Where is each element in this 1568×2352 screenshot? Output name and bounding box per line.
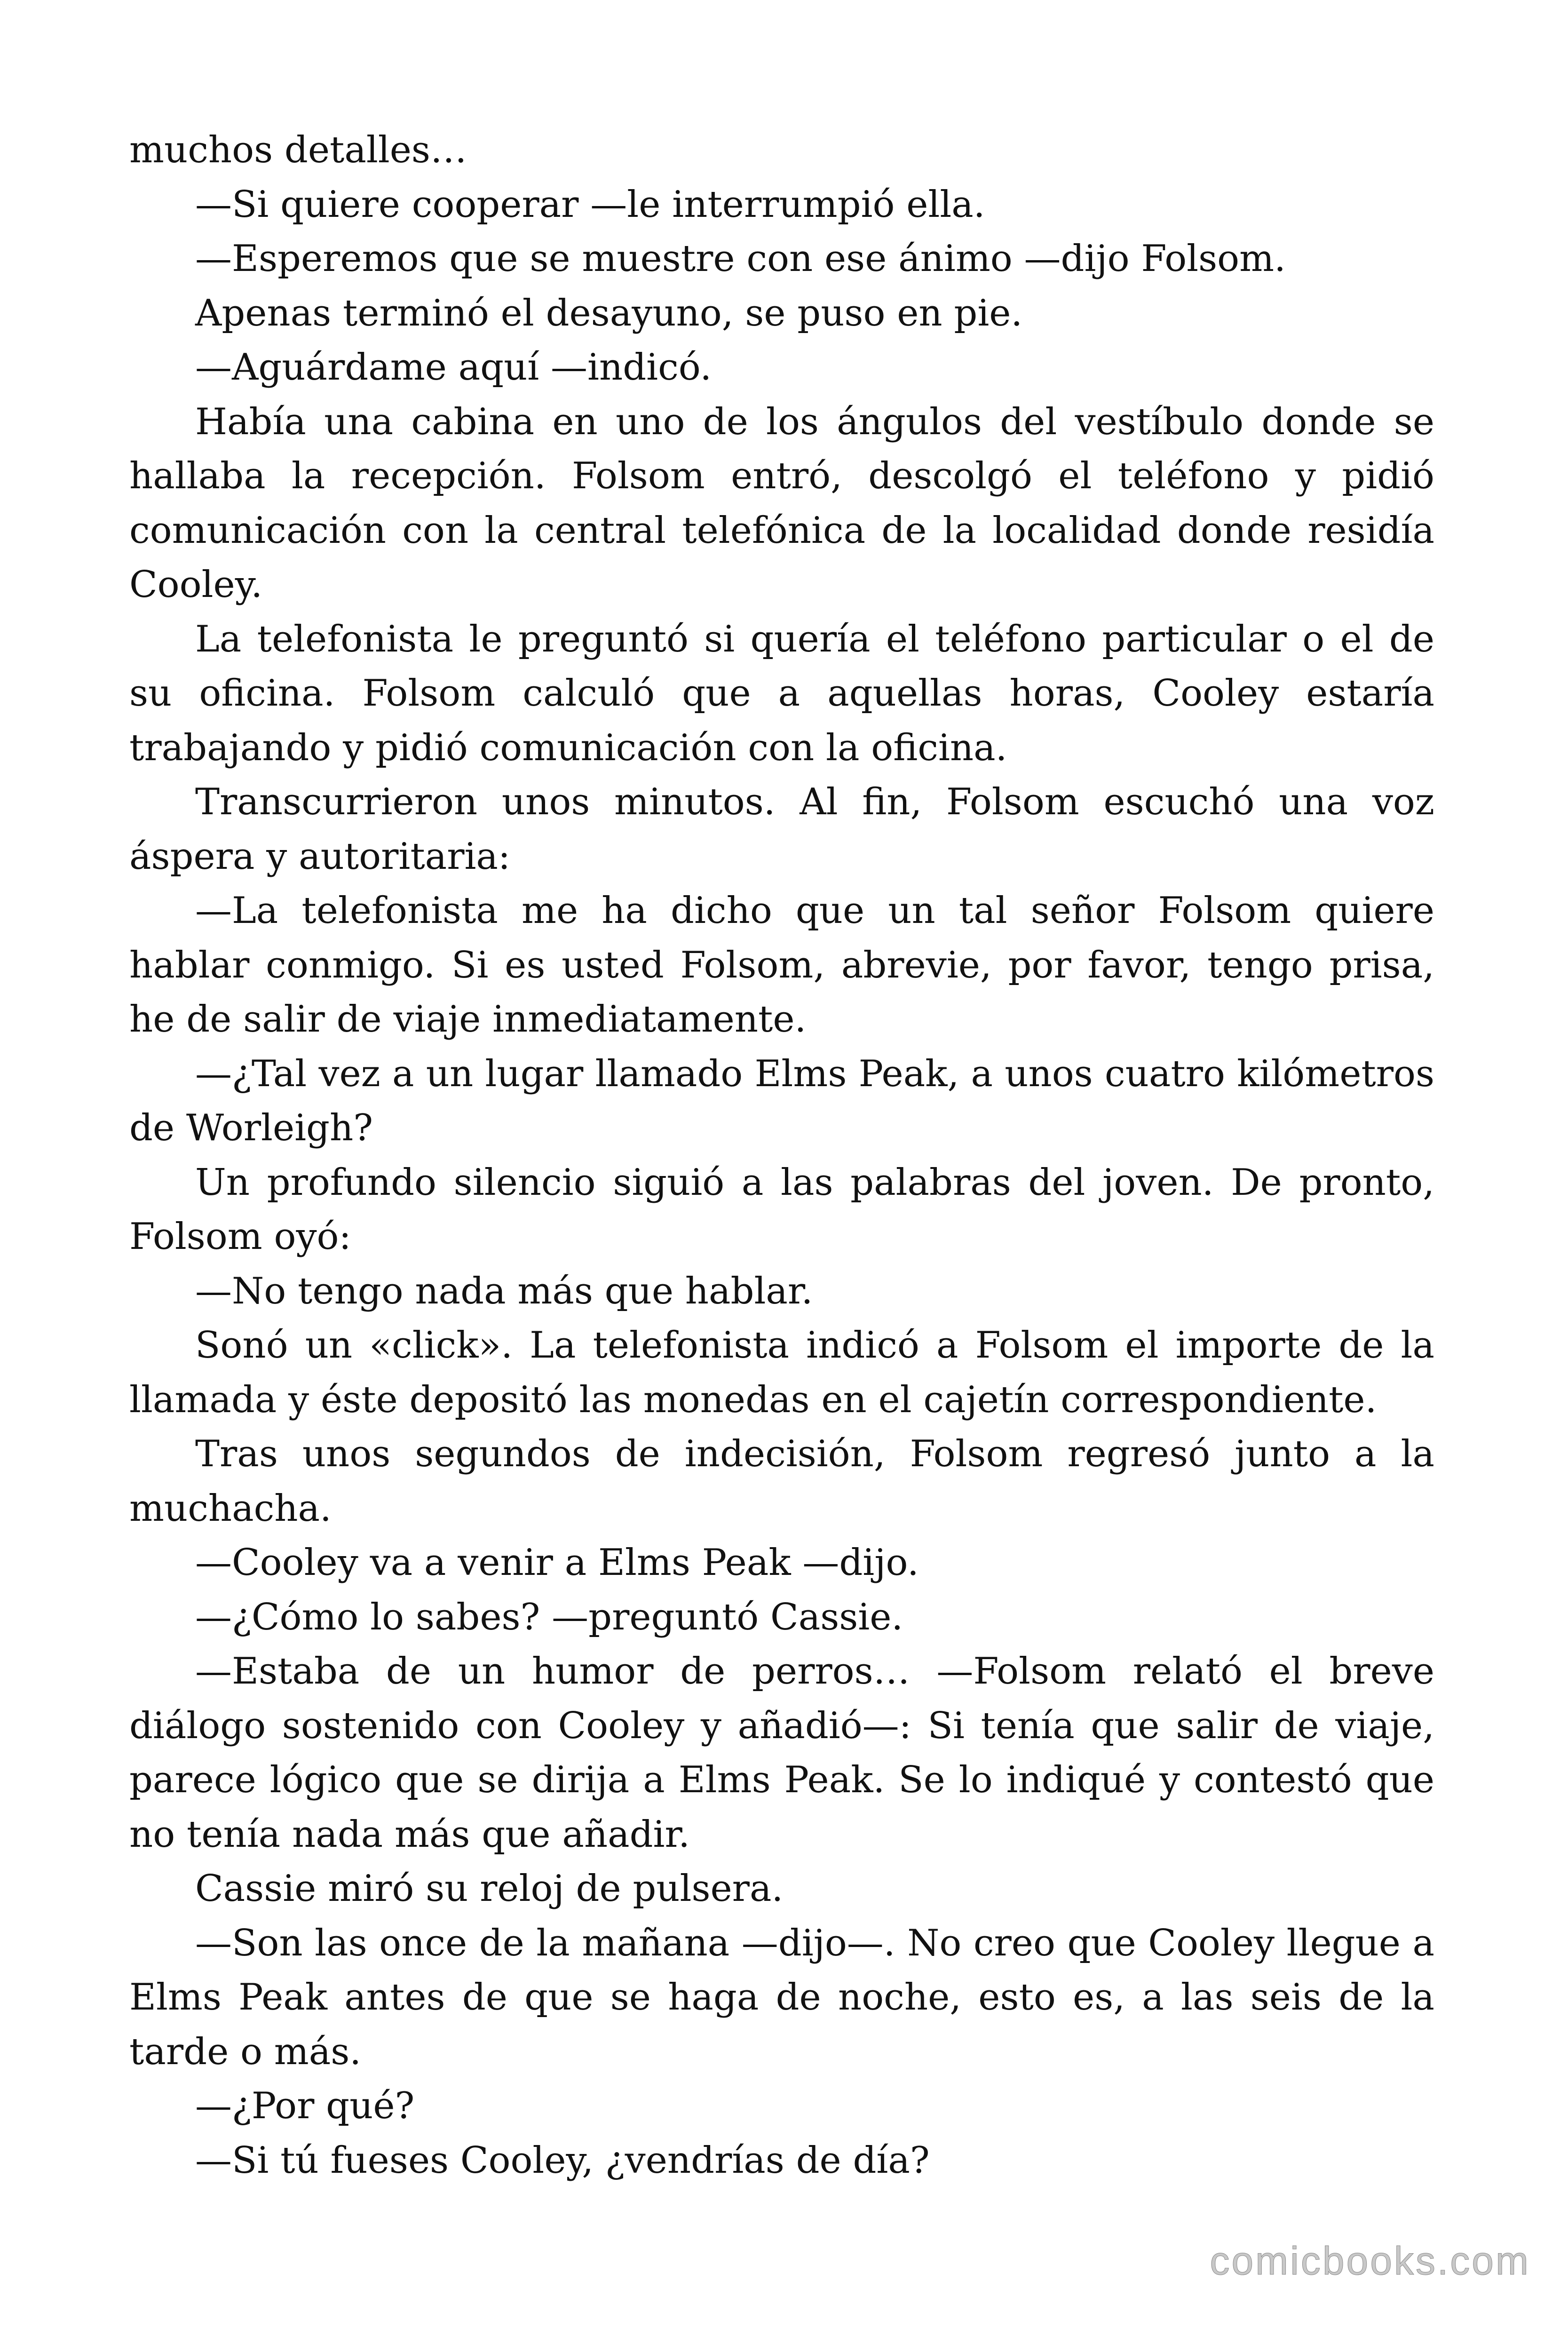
paragraph: Un profundo silencio siguió a las palabras del joven. De pronto, Folsom oyó: <box>129 1161 1434 1258</box>
paragraph: Tras unos segundos de indecisión, Folsom regresó junto a la muchacha. <box>129 1433 1434 1530</box>
paragraph: —Estaba de un humor de perros… —Folsom relató el breve diálogo sostenido con Cooley y añadió—: Si tenía que salir de viaje, parece lógico que se dirija a Elms Peak. Se lo indiqué y contestó que no tenía nada más que añadir. <box>129 1650 1434 1856</box>
paragraph: —Esperemos que se muestre con ese ánimo —dijo Folsom. <box>195 238 1286 280</box>
paragraph: —Si tú fueses Cooley, ¿vendrías de día? <box>195 2139 930 2182</box>
paragraph: Apenas terminó el desayuno, se puso en pie. <box>195 292 1023 334</box>
paragraph: —Cooley va a venir a Elms Peak —dijo. <box>195 1542 919 1584</box>
paragraph: Sonó un «click». La telefonista indicó a Folsom el importe de la llamada y éste depositó las monedas en el cajetín correspondiente. <box>129 1324 1434 1421</box>
paragraph: —La telefonista me ha dicho que un tal señor Folsom quiere hablar conmigo. Si es usted Folsom, abrevie, por favor, tengo prisa, he de salir de viaje inmediatamente. <box>129 890 1434 1041</box>
paragraph: —Son las once de la mañana —dijo—. No creo que Cooley llegue a Elms Peak antes de que se haga de noche, esto es, a las seis de la tarde o más. <box>129 1922 1434 2073</box>
paragraph: Transcurrieron unos minutos. Al fin, Folsom escuchó una voz áspera y autoritaria: <box>129 781 1434 878</box>
paragraph: La telefonista le preguntó si quería el teléfono particular o el de su oficina. Folsom calculó que a aquellas horas, Cooley estaría trabajando y pidió comunicación con la oficina. <box>129 618 1434 769</box>
paragraph: Cassie miró su reloj de pulsera. <box>195 1867 784 1910</box>
paragraph: —¿Por qué? <box>195 2085 415 2127</box>
paragraph: —No tengo nada más que hablar. <box>195 1270 813 1312</box>
paragraph: —Si quiere cooperar —le interrumpió ella. <box>195 183 985 226</box>
paragraph: —¿Cómo lo sabes? —preguntó Cassie. <box>195 1596 903 1638</box>
paragraph: Había una cabina en uno de los ángulos del vestíbulo donde se hallaba la recepción. Folsom entró, descolgó el teléfono y pidió comunicación con la central telefónica de la localidad donde residía Cooley. <box>129 400 1434 606</box>
paragraph: muchos detalles… <box>129 129 467 171</box>
page-body-text <box>129 123 1434 2188</box>
paragraph: —Aguárdame aquí —indicó. <box>195 346 712 389</box>
watermark: comicbooks.com <box>1210 2239 1530 2283</box>
paragraph: —¿Tal vez a un lugar llamado Elms Peak, a unos cuatro kilómetros de Worleigh? <box>129 1052 1434 1149</box>
